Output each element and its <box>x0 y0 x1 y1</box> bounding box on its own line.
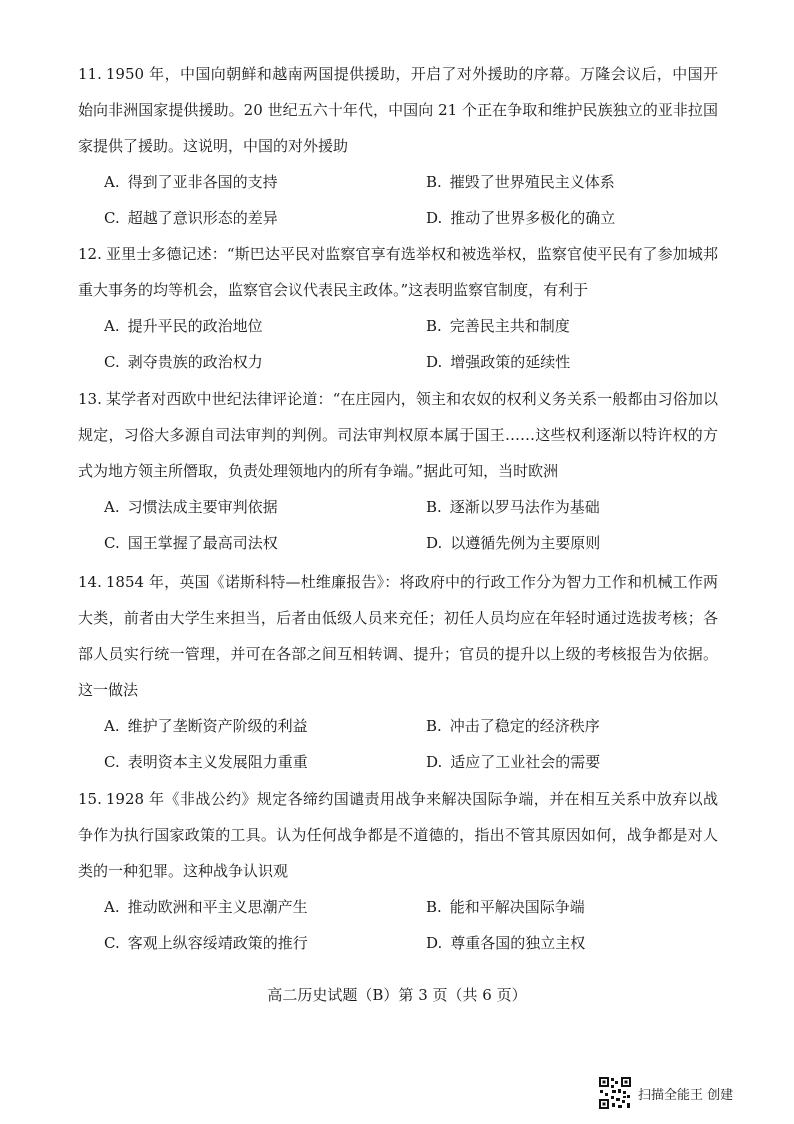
option-c: C. 剥夺贵族的政治权力 <box>104 353 263 371</box>
question-text: 1950 年，中国向朝鲜和越南两国提供援助，开启了对外援助的序幕。万隆会议后，中国开始向非洲国家提供援助。20 世纪五六十年代，中国向 21 个正在争取和维护民族独立的亚非拉国家提供了援助。这说明，中国的对外援助 <box>78 65 718 155</box>
question-stem <box>78 381 718 489</box>
options <box>78 489 718 561</box>
options <box>78 164 718 236</box>
option-a: A. 推动欧洲和平主义思潮产生 <box>104 898 308 916</box>
question-number: 13. <box>78 390 102 408</box>
option-c: C. 超越了意识形态的差异 <box>104 209 278 227</box>
question-stem <box>78 236 718 308</box>
scanner-watermark <box>598 1076 733 1110</box>
question-number: 11. <box>78 65 102 83</box>
question-number: 12. <box>78 245 102 263</box>
option-b: B. 逐渐以罗马法作为基础 <box>426 498 600 516</box>
option-b: B. 能和平解决国际争端 <box>426 898 585 916</box>
qr-code-icon <box>598 1076 632 1110</box>
option-d: D. 以遵循先例为主要原则 <box>426 534 601 552</box>
question-12 <box>78 236 718 380</box>
option-c: C. 国王掌握了最高司法权 <box>104 534 278 552</box>
question-number: 14. <box>78 573 102 591</box>
question-15 <box>78 781 718 961</box>
option-b: B. 冲击了稳定的经济秩序 <box>426 717 600 735</box>
question-text: 某学者对西欧中世纪法律评论道：“在庄园内，领主和农奴的权利义务关系一般都由习俗加以规定，习俗大多源自司法审判的判例。司法审判权原本属于国王……这些权利逐渐以特许权的方式为地方领主所僭取，负责处理领地内的所有争端。”据此可知，当时欧洲 <box>78 390 718 480</box>
question-text: 亚里士多德记述：“斯巴达平民对监察官享有选举权和被选举权，监察官使平民有了参加城邦重大事务的均等机会，监察官会议代表民主政体。”这表明监察官制度，有利于 <box>78 245 718 299</box>
question-13 <box>78 381 718 561</box>
option-c: C. 表明资本主义发展阻力重重 <box>104 753 308 771</box>
question-stem <box>78 781 718 889</box>
option-a: A. 维护了垄断资产阶级的利益 <box>104 717 308 735</box>
question-text: 1854 年，英国《诺斯科特—杜维廉报告》：将政府中的行政工作分为智力工作和机械工作两大类，前者由大学生来担当，后者由低级人员来充任；初任人员均应在年轻时通过选拔考核；各部人员实行统一管理，并可在各部之间互相转调、提升；官员的提升以上级的考核报告为依据。这一做法 <box>78 573 718 699</box>
option-c: C. 客观上纵容绥靖政策的推行 <box>104 934 308 952</box>
option-d: D. 尊重各国的独立主权 <box>426 934 586 952</box>
page-footer: 高二历史试题（B）第 3 页（共 6 页） <box>267 986 527 1004</box>
option-d: D. 增强政策的延续性 <box>426 353 571 371</box>
option-a: A. 得到了亚非各国的支持 <box>104 173 278 191</box>
options <box>78 708 718 780</box>
option-a: A. 提升平民的政治地位 <box>104 317 263 335</box>
watermark-text: 扫描全能王 创建 <box>638 1087 734 1103</box>
question-number: 15. <box>78 790 102 808</box>
question-stem <box>78 564 718 708</box>
question-stem <box>78 56 718 164</box>
option-b: B. 完善民主共和制度 <box>426 317 570 335</box>
question-11 <box>78 56 718 236</box>
question-14 <box>78 564 718 780</box>
options <box>78 308 718 380</box>
options <box>78 889 718 961</box>
option-d: D. 推动了世界多极化的确立 <box>426 209 616 227</box>
option-a: A. 习惯法成主要审判依据 <box>104 498 278 516</box>
option-d: D. 适应了工业社会的需要 <box>426 753 601 771</box>
option-b: B. 摧毁了世界殖民主义体系 <box>426 173 615 191</box>
question-text: 1928 年《非战公约》规定各缔约国谴责用战争来解决国际争端，并在相互关系中放弃以战争作为执行国家政策的工具。认为任何战争都是不道德的，指出不管其原因如何，战争都是对人类的一种犯罪。这种战争认识观 <box>78 790 718 880</box>
